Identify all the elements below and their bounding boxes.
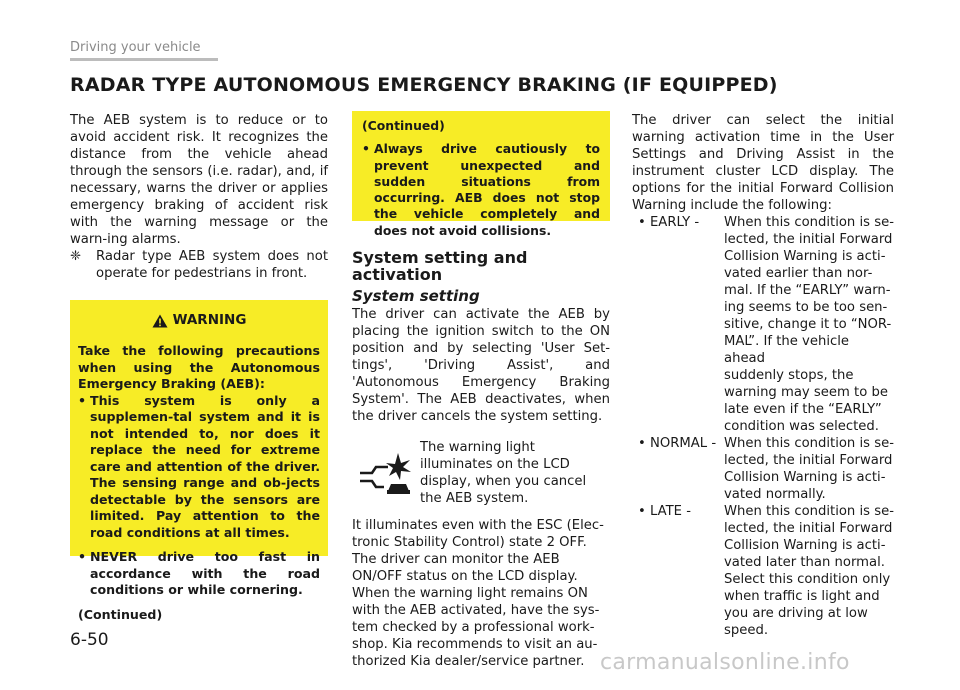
text-line: mal. If the “EARLY” warn- (724, 283, 891, 298)
text-line: with the AEB activated, have the sys- (352, 603, 600, 618)
warning-lead: Take the following precautions when using the Autonomous Emergency Braking (AEB): (78, 343, 320, 391)
warning-bullet (78, 393, 320, 542)
warning-continued-box (352, 111, 610, 238)
warning-light-text: The warning light illuminates on the LCD display, when you cancel the AEB system. (420, 440, 587, 506)
option-description (724, 503, 894, 639)
continued-heading: (Continued) (362, 118, 445, 133)
section-subheading: System setting (352, 287, 480, 305)
text-line: vated later than normal. (724, 555, 885, 570)
text-line: when traffic is light and (724, 589, 880, 604)
warning-bullet-text: NEVER drive too fast in accordance with the road conditions or while cornering. (90, 549, 320, 597)
text-line: speed. (724, 623, 769, 638)
options-intro: The driver can select the initial warning activation time in the User Settings and Driving Assist in the instrument cluster LCD display. The options for the initial Forward Collision Warning include the following: (632, 113, 894, 213)
text-line: you are driving at low (724, 606, 868, 621)
bullet-dot: • (362, 141, 370, 157)
intro-paragraph: The AEB system is to reduce or to avoid accident risk. It recognizes the distance from the vehicle ahead through the sensors (i.e. radar), and, if necessary, warns the driver or applies emergency braking of accident risk with the warning message or the warn-ing alarms. (70, 113, 328, 247)
text-line: Collision Warning is acti- (724, 249, 886, 264)
column-right (632, 112, 894, 639)
section-heading: System setting and activation (352, 248, 528, 284)
status-paragraph (352, 517, 610, 670)
column-left (70, 112, 328, 622)
option-label: • EARLY - (638, 215, 700, 230)
text-line: The driver can monitor the AEB (352, 552, 560, 567)
warning-bullet-text: Always drive cautiously to prevent unexpected and sudden situations from occurring. AEB does not stop the vehicle completely and does not avoid collisions. (374, 141, 600, 238)
text-line: lected, the initial Forward (724, 453, 893, 468)
warning-heading (78, 312, 320, 329)
warning-triangle-icon (152, 314, 168, 328)
column-middle (352, 112, 610, 670)
text-line: When the warning light remains ON (352, 586, 588, 601)
text-line: condition was selected. (724, 419, 879, 434)
text-line: suddenly stops, the (724, 368, 854, 383)
option-early (632, 214, 894, 435)
text-line: Collision Warning is acti- (724, 538, 886, 553)
page-title: RADAR TYPE AUTONOMOUS EMERGENCY BRAKING (IF EQUIPPED) (70, 74, 778, 96)
text-line: tronic Stability Control) state 2 OFF. (352, 535, 587, 550)
text-line: It illuminates even with the ESC (Elec- (352, 518, 604, 533)
option-late (632, 503, 894, 639)
text-line: When this condition is se- (724, 436, 894, 451)
text-line: ON/OFF status on the LCD display. (352, 569, 578, 584)
text-line: MAL”. If the vehicle ahead (724, 334, 850, 366)
bullet-dot: • (78, 549, 87, 564)
text-line: lected, the initial Forward (724, 521, 893, 536)
text-line: vated earlier than nor- (724, 266, 873, 281)
option-label: • LATE - (638, 504, 691, 519)
text-line: late even if the “EARLY” (724, 402, 882, 417)
text-line: sitive, change it to “NOR- (724, 317, 892, 332)
note-symbol-icon: ❈ (70, 249, 82, 264)
text-line: thorized Kia dealer/service partner. (352, 654, 585, 669)
text-line: When this condition is se- (724, 215, 894, 230)
warning-bullet (362, 141, 600, 239)
bullet-dot: • (78, 392, 87, 408)
note (70, 248, 328, 282)
warning-bullet-text: This system is only a supplemen-tal system and it is not intended to, nor does it replace the need for extreme care and attention of the driver. The sensing range and ob-jects detectable by the sensors are limited. Pay attention to the road conditions at all times. (90, 392, 320, 540)
option-description (724, 214, 894, 435)
section-divider (70, 58, 218, 61)
option-normal (632, 435, 894, 503)
text-line: lected, the initial Forward (724, 232, 893, 247)
text-line: When this condition is se- (724, 504, 894, 519)
text-line: tem checked by a professional work- (352, 620, 595, 635)
warning-box (70, 300, 328, 622)
option-label: • NORMAL - (638, 436, 717, 451)
warning-light-row (352, 439, 610, 507)
text-line: vated normally. (724, 487, 826, 502)
warning-label: WARNING (172, 312, 247, 328)
text-line: warning may seem to be (724, 385, 888, 400)
setting-paragraph: The driver can activate the AEB by placing the ignition switch to the ON position and by selecting 'User Set-tings', 'Driving Assist', and 'Autonomous Emergency Braking System'. The AEB deactivates, when the driver cancels the system setting. (352, 307, 610, 424)
watermark: carmanualsonline.info (600, 650, 850, 675)
text-line: ing seems to be too sen- (724, 300, 888, 315)
aeb-off-warning-icon (352, 439, 420, 507)
note-text: Radar type AEB system does not operate for pedestrians in front. (96, 249, 328, 281)
section-label: Driving your vehicle (70, 40, 201, 55)
text-line: Select this condition only (724, 572, 891, 587)
text-line: Collision Warning is acti- (724, 470, 886, 485)
warning-bullet (78, 549, 320, 599)
page-number: 6-50 (70, 630, 109, 650)
warning-continued: (Continued) (78, 606, 163, 622)
option-description (724, 435, 894, 503)
text-line: shop. Kia recommends to visit an au- (352, 637, 598, 652)
